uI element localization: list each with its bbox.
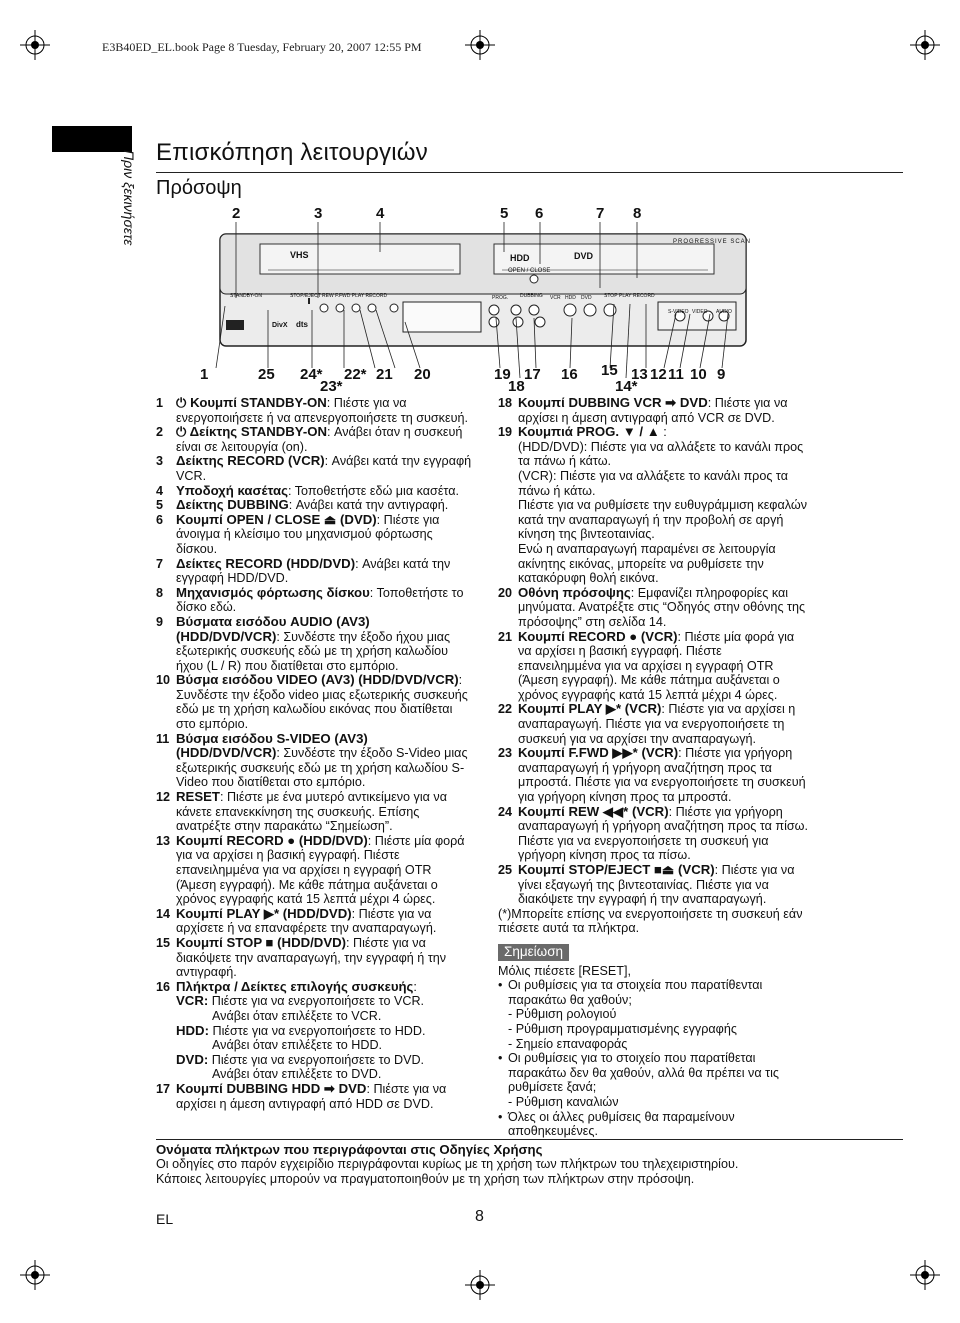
- item-7: 7 Δείκτες RECORD (HDD/DVD): Ανάβει κατά την εγγραφή HDD/DVD.: [156, 555, 451, 586]
- item-5: 5 Δείκτης DUBBING: Ανάβει κατά την αντιγραφή.: [156, 497, 449, 513]
- callout-number: 8: [633, 205, 642, 222]
- note-bullet: • Οι ρυθμίσεις για τα στοιχεία που παρατίθενται παρακάτω θα χαθούν;: [498, 978, 763, 1007]
- registration-mark-icon: [20, 30, 50, 60]
- key-names-line: Κάποιες λειτουργίες μπορούν να πραγματοποιηθούν με τη χρήση των πλήκτρων στην πρόσοψη.: [156, 1171, 695, 1186]
- callout-number: 11: [668, 366, 684, 383]
- item-19-vertical: Ενώ η αναπαραγωγή παραμένει σε λειτουργία ακίνητης εικόνας, μπορείτε να ρυθμίσετε την κατακόρυφη θολή εικόνα.: [518, 541, 776, 586]
- page-title: Επισκόπηση λειτουργιών: [156, 139, 428, 166]
- note-dash: - Ρύθμιση καναλιών: [508, 1094, 619, 1109]
- registration-mark-icon: [465, 1270, 495, 1300]
- vhs-logo: VHS: [290, 250, 309, 260]
- item-12: 12 RESET: Πιέστε με ένα μυτερό αντικείμενο για να κάνετε επανεκκίνηση της συσκευής. Επίσης ανατρέξτε στην παρακάτω “Σημείωση”.: [156, 789, 447, 834]
- prog-label: PROG.: [492, 295, 509, 301]
- callout-number: 18: [508, 378, 525, 395]
- page-number: 8: [475, 1208, 484, 1225]
- vcr-buttons-label: STOP/EJECT REW F.FWD PLAY RECORD: [290, 293, 388, 299]
- registration-mark-icon: [910, 1260, 940, 1290]
- callout-number: 20: [414, 366, 431, 383]
- item-16-hdd-note: Ανάβει όταν επιλέξετε το HDD.: [212, 1038, 383, 1053]
- callout-number: 1: [200, 366, 209, 383]
- callout-number: 25: [258, 366, 275, 383]
- item-16-hdd: HDD: Πιέστε για να ενεργοποιήσετε το HDD.: [176, 1022, 426, 1038]
- item-13: 13 Κουμπί RECORD ● (HDD/DVD): Πιέστε μία φορά για να αρχίσει η βασική εγγραφή. Πιέστε επανειλημμένα για να αρχίσει η εγγραφή OTR (Άμεση εγγραφή). Με κάθε πάτημα αυξάνεται ο χρόνος εγγραφής κατά 15 λεπτά μέχρι 4 ώρες.: [156, 832, 465, 907]
- book-info: E3B40ED_EL.book Page 8 Tuesday, February 20, 2007 12:55 PM: [102, 40, 422, 54]
- item-10: 10 Βύσμα εισόδου VIDEO (AV3) (HDD/DVD/VCR): Συνδέστε την έξοδο video μιας εξωτερικής συσκευής εδώ με τη χρήση καλωδίου εικόνας που διατίθεται στο εμπόριο.: [156, 672, 468, 732]
- item-15: 15 Κουμπί STOP ■ (HDD/DVD): Πιέστε για να διακόψετε την αναπαραγωγή, την εγγραφή ή την αντιγραφή.: [156, 934, 447, 980]
- standby-label: STANDBY-ON: [230, 293, 262, 299]
- vcr-select-label: VCR: [550, 295, 561, 301]
- callout-leaders: [200, 218, 760, 378]
- record-label: RECORD: [633, 293, 655, 299]
- hdd-select-label: HDD: [565, 295, 576, 301]
- item-22: 22 Κουμπί PLAY ▶* (VCR): Πιέστε για να αρχίσει η αναπαραγωγή. Πιέστε για να ενεργοποιήσετε τη συσκευή για να αρχίσει την αναπαραγωγή.: [498, 701, 796, 746]
- note-heading: Σημείωση: [498, 944, 569, 961]
- item-20: 20 Οθόνη πρόσοψης: Εμφανίζει πληροφορίες και μηνύματα. Ανατρέξτε στις “Οδηγός στην οθόνης της πρόσοψης” στη σελίδα 14.: [498, 584, 806, 629]
- item-11: 11 Βύσμα εισόδου S-VIDEO (AV3) (HDD/DVD/VCR): Συνδέστε την έξοδο S-Video μιας εξωτερικής συσκευής εδώ με τη χρήση καλωδίου S-Video που διατίθεται στο εμπόριο.: [156, 730, 468, 790]
- item-19-vcr: (VCR): Πιέστε για να αλλάξετε το κανάλι προς τα πάνω ή κάτω.: [518, 468, 788, 498]
- note-bullet: • Οι ρυθμίσεις για το στοιχείο που παρατίθεται παρακάτω δεν θα χαθούν, αλλά θα πρέπει να τις ρυθμίσετε ξανά;: [498, 1051, 779, 1095]
- right-column: [498, 396, 808, 1139]
- callout-number: 13: [631, 366, 648, 383]
- callout-number: 19: [494, 366, 511, 383]
- callout-number: 17: [524, 366, 541, 383]
- open-close-label: OPEN / CLOSE: [508, 268, 551, 274]
- item-17: 17 Κουμπί DUBBING HDD ➡ DVD: Πιέστε για να αρχίσει η άμεση αντιγραφή από HDD σε DVD.: [156, 1080, 447, 1111]
- item-3: 3 Δείκτης RECORD (VCR): Ανάβει κατά την εγγραφή VCR.: [156, 453, 472, 483]
- hdd-logo: HDD: [510, 253, 530, 263]
- callout-number: 22*: [344, 366, 367, 383]
- item-21: 21 Κουμπί RECORD ● (VCR): Πιέστε μία φορά για να αρχίσει η βασική εγγραφή. Πιέστε επανειλημμένα για να αρχίσει η εγγραφή OTR (Άμεση εγγραφή). Με κάθε πάτημα αυξάνεται ο χρόνος εγγραφής κατά 15 λεπτά μέχρι 4 ώρες.: [498, 628, 795, 702]
- title-rule: [156, 172, 903, 173]
- item-25: 25 Κουμπί STOP/EJECT ■⏏ (VCR): Πιέστε για να γίνει εξαγωγή της βιντεοταινίας. Πιέστε για να διακόψετε την εγγραφή ή την αναπαραγωγή.: [498, 862, 795, 907]
- registration-mark-icon: [910, 30, 940, 60]
- item-19: 19 Κουμπιά PROG. ▼ / ▲ :: [498, 424, 667, 440]
- item-1: 1 ⏻ Κουμπί STANDBY-ON: Πιέστε για να ενεργοποιήσετε ή να απενεργοποιήσετε τη συσκευή.: [156, 395, 468, 425]
- callout-number: 5: [500, 205, 509, 222]
- callout-number: 6: [535, 205, 544, 222]
- callout-number: 7: [596, 205, 605, 222]
- footer-language: EL: [156, 1211, 174, 1227]
- callout-number: 2: [232, 205, 241, 222]
- registration-mark-icon: [465, 30, 495, 60]
- callout-number: 14*: [615, 378, 638, 395]
- item-8: 8 Μηχανισμός φόρτωσης δίσκου: Τοποθετήστε το δίσκο εδώ.: [156, 584, 464, 615]
- item-19-hdd-dvd: (HDD/DVD): Πιέστε για να αλλάξετε το κανάλι προς τα πάνω ή κάτω.: [518, 439, 804, 469]
- callout-number: 3: [314, 205, 323, 222]
- item-16-vcr: VCR: Πιέστε για να ενεργοποιήσετε το VCR.: [176, 993, 425, 1009]
- play-label: PLAY: [619, 293, 632, 299]
- item-18: 18 Κουμπί DUBBING VCR ➡ DVD: Πιέστε για να αρχίσει η άμεση αντιγραφή από VCR σε DVD.: [498, 395, 788, 425]
- dts-logo: dts: [296, 320, 308, 329]
- note-dash: - Ρύθμιση προγραμματισμένης εγγραφής: [508, 1021, 737, 1036]
- stop-label: STOP: [604, 293, 618, 299]
- callout-number: 12: [650, 366, 667, 383]
- callout-number: 15: [601, 362, 618, 379]
- left-column: [156, 396, 474, 1111]
- item-16-vcr-note: Ανάβει όταν επιλέξετε το VCR.: [212, 1008, 382, 1023]
- asterisk-note: (*)Μπορείτε επίσης να ενεργοποιήσετε τη συσκευή εάν πιέσετε αυτά τα πλήκτρα.: [498, 906, 803, 936]
- audio-label: AUDIO: [716, 309, 732, 315]
- dubbing-label: DUBBING: [520, 293, 543, 299]
- key-names-line: Οι οδηγίες στο παρόν εγχειρίδιο περιγράφονται κυρίως με τη χρήση των πλήκτρων του τηλεχειριστηρίου.: [156, 1157, 739, 1172]
- callout-number: 10: [690, 366, 707, 383]
- item-4: 4 Υποδοχή κασέτας: Τοποθετήστε εδώ μια κασέτα.: [156, 482, 460, 498]
- progressive-scan-label: PROGRESSIVE SCAN: [673, 239, 752, 245]
- item-6: 6 Κουμπί OPEN / CLOSE ⏏ (DVD): Πιέστε για άνοιγμα ή κλείσιμο του μηχανισμού φόρτωσης δίσκου.: [156, 511, 440, 556]
- callout-number: 24*: [300, 366, 323, 383]
- callout-number: 23*: [320, 378, 343, 395]
- callout-number: 4: [376, 205, 385, 222]
- section-tab: [52, 126, 132, 152]
- svideo-label: S-VIDEO: [668, 309, 689, 315]
- video-label: VIDEO: [692, 309, 708, 315]
- item-2: 2 ⏻ Δείκτης STANDBY-ON: Ανάβει όταν η συσκευή είναι σε λειτουργία (on).: [156, 424, 463, 454]
- side-tab-label: Πριν ξεκινήσετε: [121, 150, 137, 246]
- note-dash: - Ρύθμιση ρολογιού: [508, 1007, 617, 1022]
- note-dash: - Σημείο επαναφοράς: [508, 1036, 628, 1051]
- key-names-title: Ονόματα πλήκτρων που περιγράφονται στις Οδηγίες Χρήσης: [156, 1142, 543, 1157]
- note-intro: Μόλις πιέσετε [RESET],: [498, 963, 631, 978]
- key-names-box: [156, 1139, 903, 1186]
- dvd-logo: DVD: [574, 251, 594, 261]
- item-9: 9 Βύσματα εισόδου AUDIO (AV3) (HDD/DVD/VCR): Συνδέστε την έξοδο ήχου μιας εξωτερικής συσκευής εδώ με τη χρήση καλωδίου ήχου (L / R) που διατίθεται στο εμπόριο.: [156, 613, 451, 673]
- item-24: 24 Κουμπί REW ◀◀* (VCR): Πιέστε για γρήγορη αναπαραγωγή ή γρήγορη αναζήτηση προς τα πίσω. Πιέστε για να ενεργοποιήσετε τη συσκευή για γρήγορη κίνηση προς τα πίσω.: [498, 803, 808, 863]
- item-14: 14 Κουμπί PLAY ▶* (HDD/DVD): Πιέστε για να αρχίσετε ή να επαναφέρετε την αναπαραγωγή.: [156, 905, 437, 936]
- callout-number: 16: [561, 366, 578, 383]
- item-19-tracking: Πιέστε για να ρυθμίσετε την ευθυγράμμιση κεφαλών κατά την αναπαραγωγή ή την προβολή σε αργή κίνηση της βιντεοταινίας.: [518, 498, 807, 542]
- item-23: 23 Κουμπί F.FWD ▶▶* (VCR): Πιέστε για γρήγορη αναπαραγωγή ή γρήγορη αναζήτηση προς τα μπροστά. Πιέστε για να ενεργοποιήσετε τη συσκευή για γρήγορη κίνηση προς τα μπροστά.: [498, 745, 806, 805]
- item-16: 16 Πλήκτρα / Δείκτες επιλογής συσκευής:: [156, 978, 417, 994]
- callout-number: 9: [717, 366, 726, 383]
- item-16-dvd: DVD: Πιέστε για να ενεργοποιήσετε το DVD.: [176, 1051, 425, 1067]
- section-title: Πρόσοψη: [156, 177, 242, 199]
- registration-mark-icon: [20, 1260, 50, 1290]
- divx-logo: DivX: [272, 322, 288, 329]
- dvd-select-label: DVD: [581, 295, 592, 301]
- callout-number: 21: [376, 366, 393, 383]
- item-16-dvd-note: Ανάβει όταν επιλέξετε το DVD.: [212, 1067, 382, 1082]
- note-bullet: • Όλες οι άλλες ρυθμίσεις θα παραμείνουν αποθηκευμένες.: [498, 1109, 735, 1139]
